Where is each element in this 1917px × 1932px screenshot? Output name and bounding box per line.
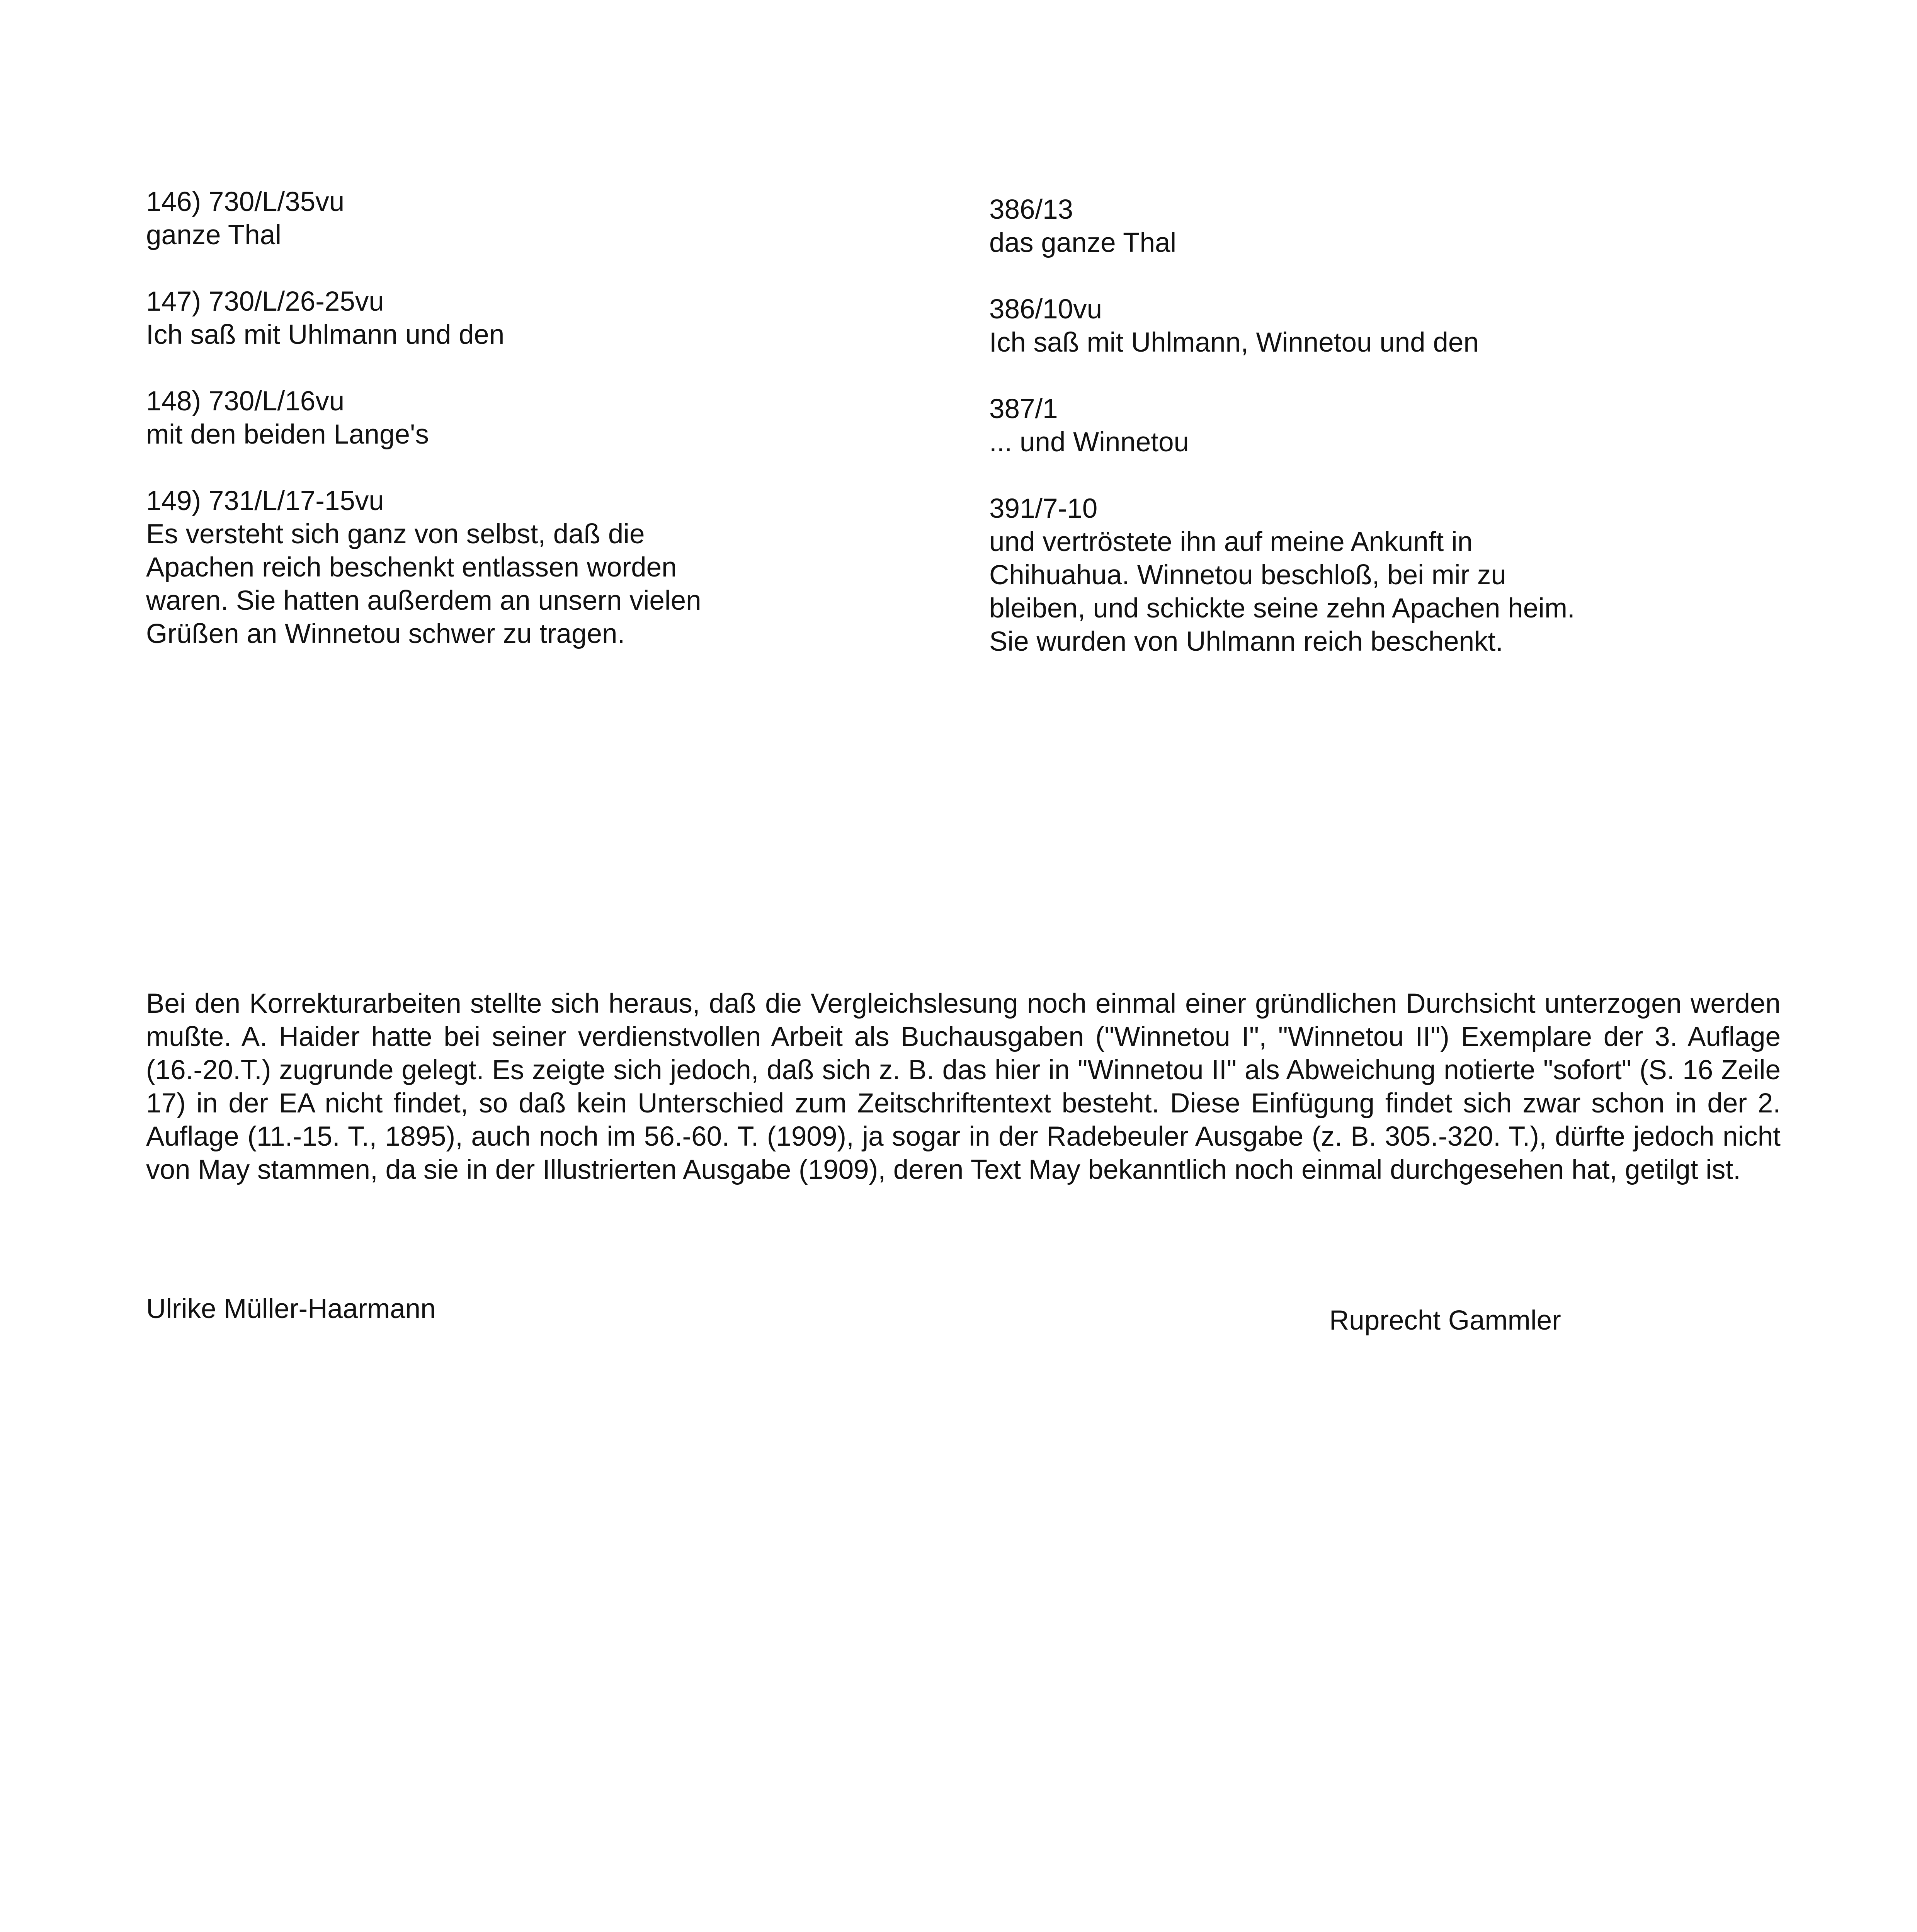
entry-ref: 391/7-10 — [989, 493, 1098, 524]
entry-ref: 387/1 — [989, 394, 1058, 424]
right-column — [989, 193, 1801, 692]
entry-147 — [146, 285, 861, 352]
signature-right: Ruprecht Gammler — [1329, 1305, 1561, 1336]
entry-text: das ganze Thal — [989, 228, 1177, 258]
entry-text: mit den beiden Lange's — [146, 419, 429, 450]
entry-391-7-10 — [989, 492, 1801, 658]
entry-387-1 — [989, 393, 1801, 459]
entry-ref: 148) 730/L/16vu — [146, 386, 345, 417]
entry-148 — [146, 385, 861, 451]
entry-text: und vertröstete ihn auf meine Ankunft in Chihuahua. Winnetou beschloß, bei mir zu bleiben, und schickte seine zehn Apachen heim. Sie wurden von Uhlmann reich beschenkt. — [989, 527, 1575, 657]
left-column — [146, 185, 861, 684]
entry-ref: 386/10vu — [989, 294, 1102, 325]
entry-386-10vu — [989, 293, 1801, 359]
editorial-note: Bei den Korrekturarbeiten stellte sich heraus, daß die Vergleichslesung noch einmal einer gründlichen Durchsicht unterzogen werden mußte. A. Haider hatte bei seiner verdienstvollen Arbeit als Buchausgaben ("Winnetou I", "Winnetou II") Exemplare der 3. Auflage (16.-20.T.) zugrunde gelegt. Es zeigte sich jedoch, daß sich z. B. das hier in "Winnetou II" als Abweichung notierte "sofort" (S. 16 Zeile 17) in der EA nicht findet, so daß kein Unterschied zum Zeitschriftentext besteht. Diese Einfügung findet sich zwar schon in der 2. Auflage (11.-15. T., 1895), auch noch im 56.-60. T. (1909), ja sogar in der Radebeuler Ausgabe (z. B. 305.-320. T.), dürfte jedoch nicht von May stammen, da sie in der Illustrierten Ausgabe (1909), deren Text May bekanntlich noch einmal durchgesehen hat, getilgt ist. — [146, 988, 1781, 1185]
entry-text: ganze Thal — [146, 220, 282, 250]
entry-text: Es versteht sich ganz von selbst, daß die Apachen reich beschenkt entlassen worden waren. Sie hatten außerdem an unsern vielen Grüßen an Winnetou schwer zu tragen. — [146, 519, 701, 649]
entry-ref: 147) 730/L/26-25vu — [146, 286, 384, 317]
entry-146 — [146, 185, 861, 252]
entry-text: Ich saß mit Uhlmann, Winnetou und den — [989, 327, 1479, 358]
entry-386-13 — [989, 193, 1801, 260]
entry-text: ... und Winnetou — [989, 427, 1189, 457]
entry-ref: 146) 730/L/35vu — [146, 187, 345, 217]
entry-text: Ich saß mit Uhlmann und den — [146, 320, 505, 350]
entry-ref: 149) 731/L/17-15vu — [146, 486, 384, 516]
entry-ref: 386/13 — [989, 194, 1073, 225]
entry-149 — [146, 485, 861, 651]
signature-left: Ulrike Müller-Haarmann — [146, 1294, 436, 1324]
